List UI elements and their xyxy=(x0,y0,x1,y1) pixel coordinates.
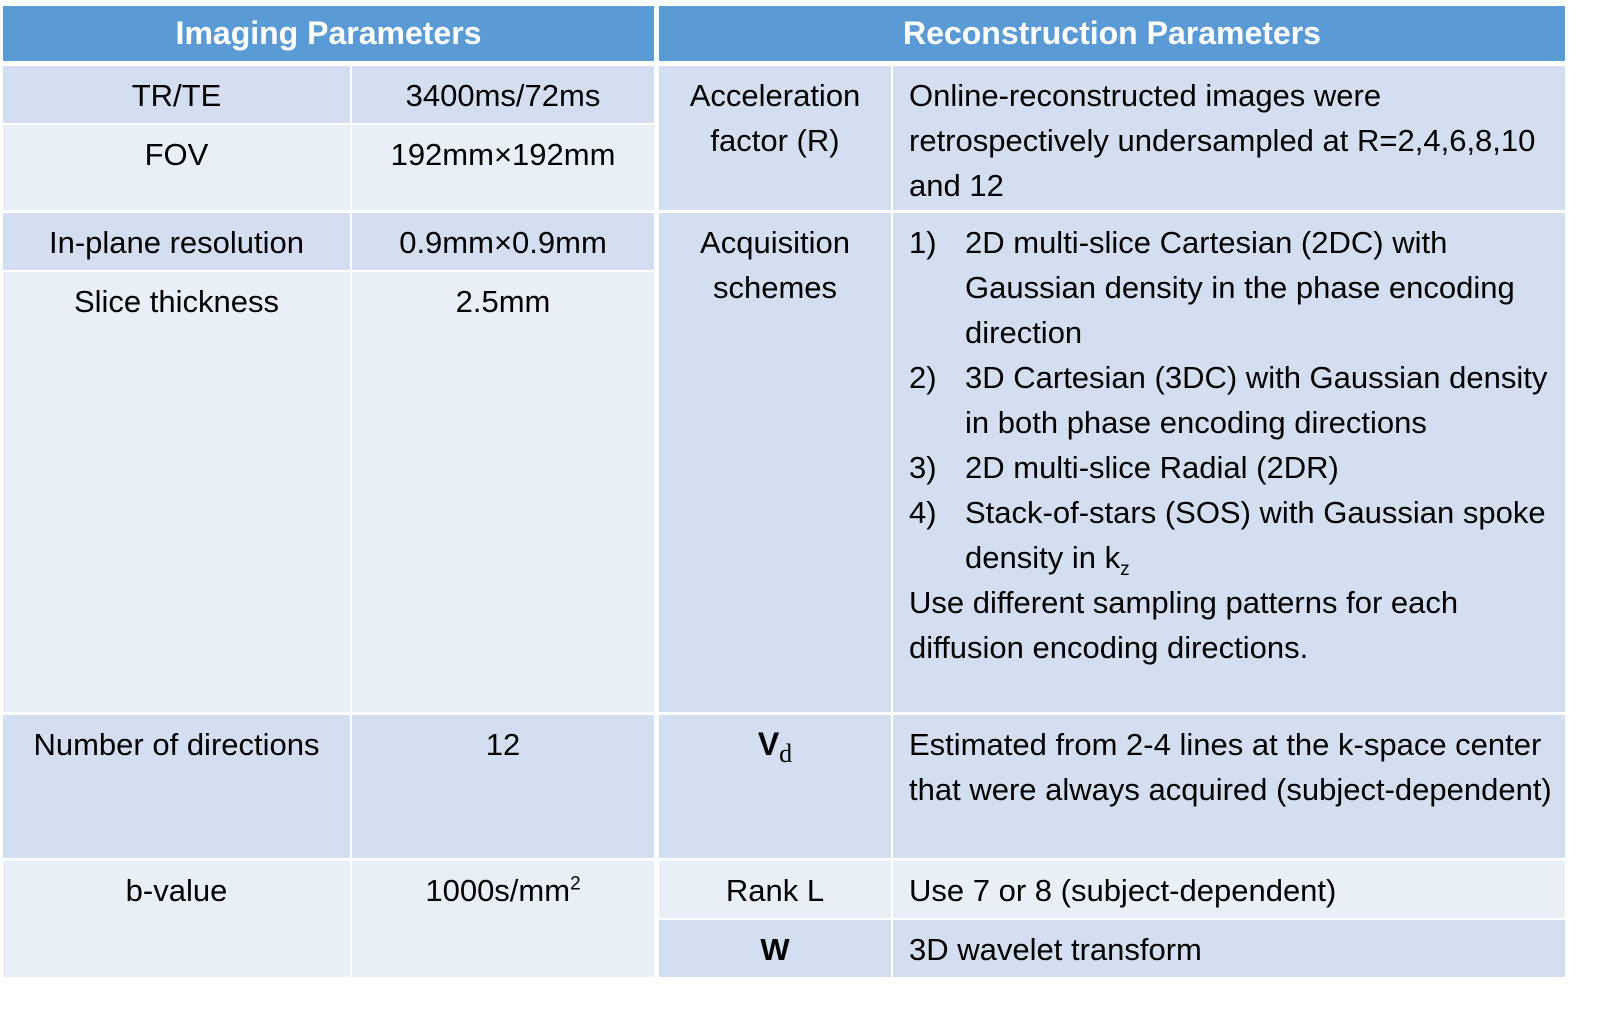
acquisition-schemes-list xyxy=(909,220,1555,580)
acquisition-schemes-label xyxy=(659,213,891,712)
w-value: 3D wavelet transform xyxy=(893,920,1565,977)
acquisition-label-line2: schemes xyxy=(712,270,838,305)
acceleration-factor-label xyxy=(659,66,891,210)
b-value-superscript: 2 xyxy=(570,873,581,895)
fov-label: FOV xyxy=(3,125,350,210)
imaging-parameters-header: Imaging Parameters xyxy=(3,6,654,61)
list-item-text: 2D multi-slice Cartesian (2DC) with Gaussian density in the phase encoding direction xyxy=(965,225,1515,350)
acquisition-schemes-value xyxy=(893,213,1565,712)
slice-thickness-label: Slice thickness xyxy=(3,272,350,712)
list-item xyxy=(909,445,1555,490)
vd-label-subscript: d xyxy=(779,739,793,769)
vd-label-main: V xyxy=(757,726,780,762)
acceleration-label-line2: factor (R) xyxy=(710,123,840,158)
acceleration-factor-value: Online-reconstructed images were retrospectively undersampled at R=2,4,6,8,10 and 12 xyxy=(893,66,1565,210)
list-item-number: 4) xyxy=(909,495,937,530)
list-item-subscript: z xyxy=(1120,559,1130,581)
reconstruction-parameters-header: Reconstruction Parameters xyxy=(659,6,1565,61)
vd-label xyxy=(659,715,891,858)
tr-te-label: TR/TE xyxy=(3,66,350,123)
list-item xyxy=(909,355,1555,445)
list-item-text-wrapper xyxy=(965,490,1555,580)
rank-l-value: Use 7 or 8 (subject-dependent) xyxy=(893,861,1565,918)
list-item-number: 3) xyxy=(909,450,937,485)
tr-te-value: 3400ms/72ms xyxy=(352,66,654,123)
list-item xyxy=(909,490,1555,580)
in-plane-resolution-value: 0.9mm×0.9mm xyxy=(352,213,654,270)
list-item-text: 2D multi-slice Radial (2DR) xyxy=(965,450,1339,485)
list-item-number: 2) xyxy=(909,360,937,395)
slice-thickness-value: 2.5mm xyxy=(352,272,654,712)
rank-l-label: Rank L xyxy=(659,861,891,918)
vd-value: Estimated from 2-4 lines at the k-space center that were always acquired (subject-dependent) xyxy=(893,715,1565,858)
b-value-value xyxy=(352,861,654,977)
b-value-label: b-value xyxy=(3,861,350,977)
in-plane-resolution-label: In-plane resolution xyxy=(3,213,350,270)
acquisition-note: Use different sampling patterns for each diffusion encoding directions. xyxy=(909,585,1459,665)
list-item-number: 1) xyxy=(909,225,937,260)
fov-value: 192mm×192mm xyxy=(352,125,654,210)
b-value-number: 1000s/mm xyxy=(425,873,571,908)
acquisition-label-line1: Acquisition xyxy=(700,225,850,260)
number-of-directions-label: Number of directions xyxy=(3,715,350,858)
w-label: W xyxy=(659,920,891,977)
list-item xyxy=(909,220,1555,355)
acceleration-label-line1: Acceleration xyxy=(689,78,861,113)
list-item-text: 3D Cartesian (3DC) with Gaussian density in both phase encoding directions xyxy=(965,360,1548,440)
list-item-text: Stack-of-stars (SOS) with Gaussian spoke density in k xyxy=(965,495,1546,575)
number-of-directions-value: 12 xyxy=(352,715,654,858)
